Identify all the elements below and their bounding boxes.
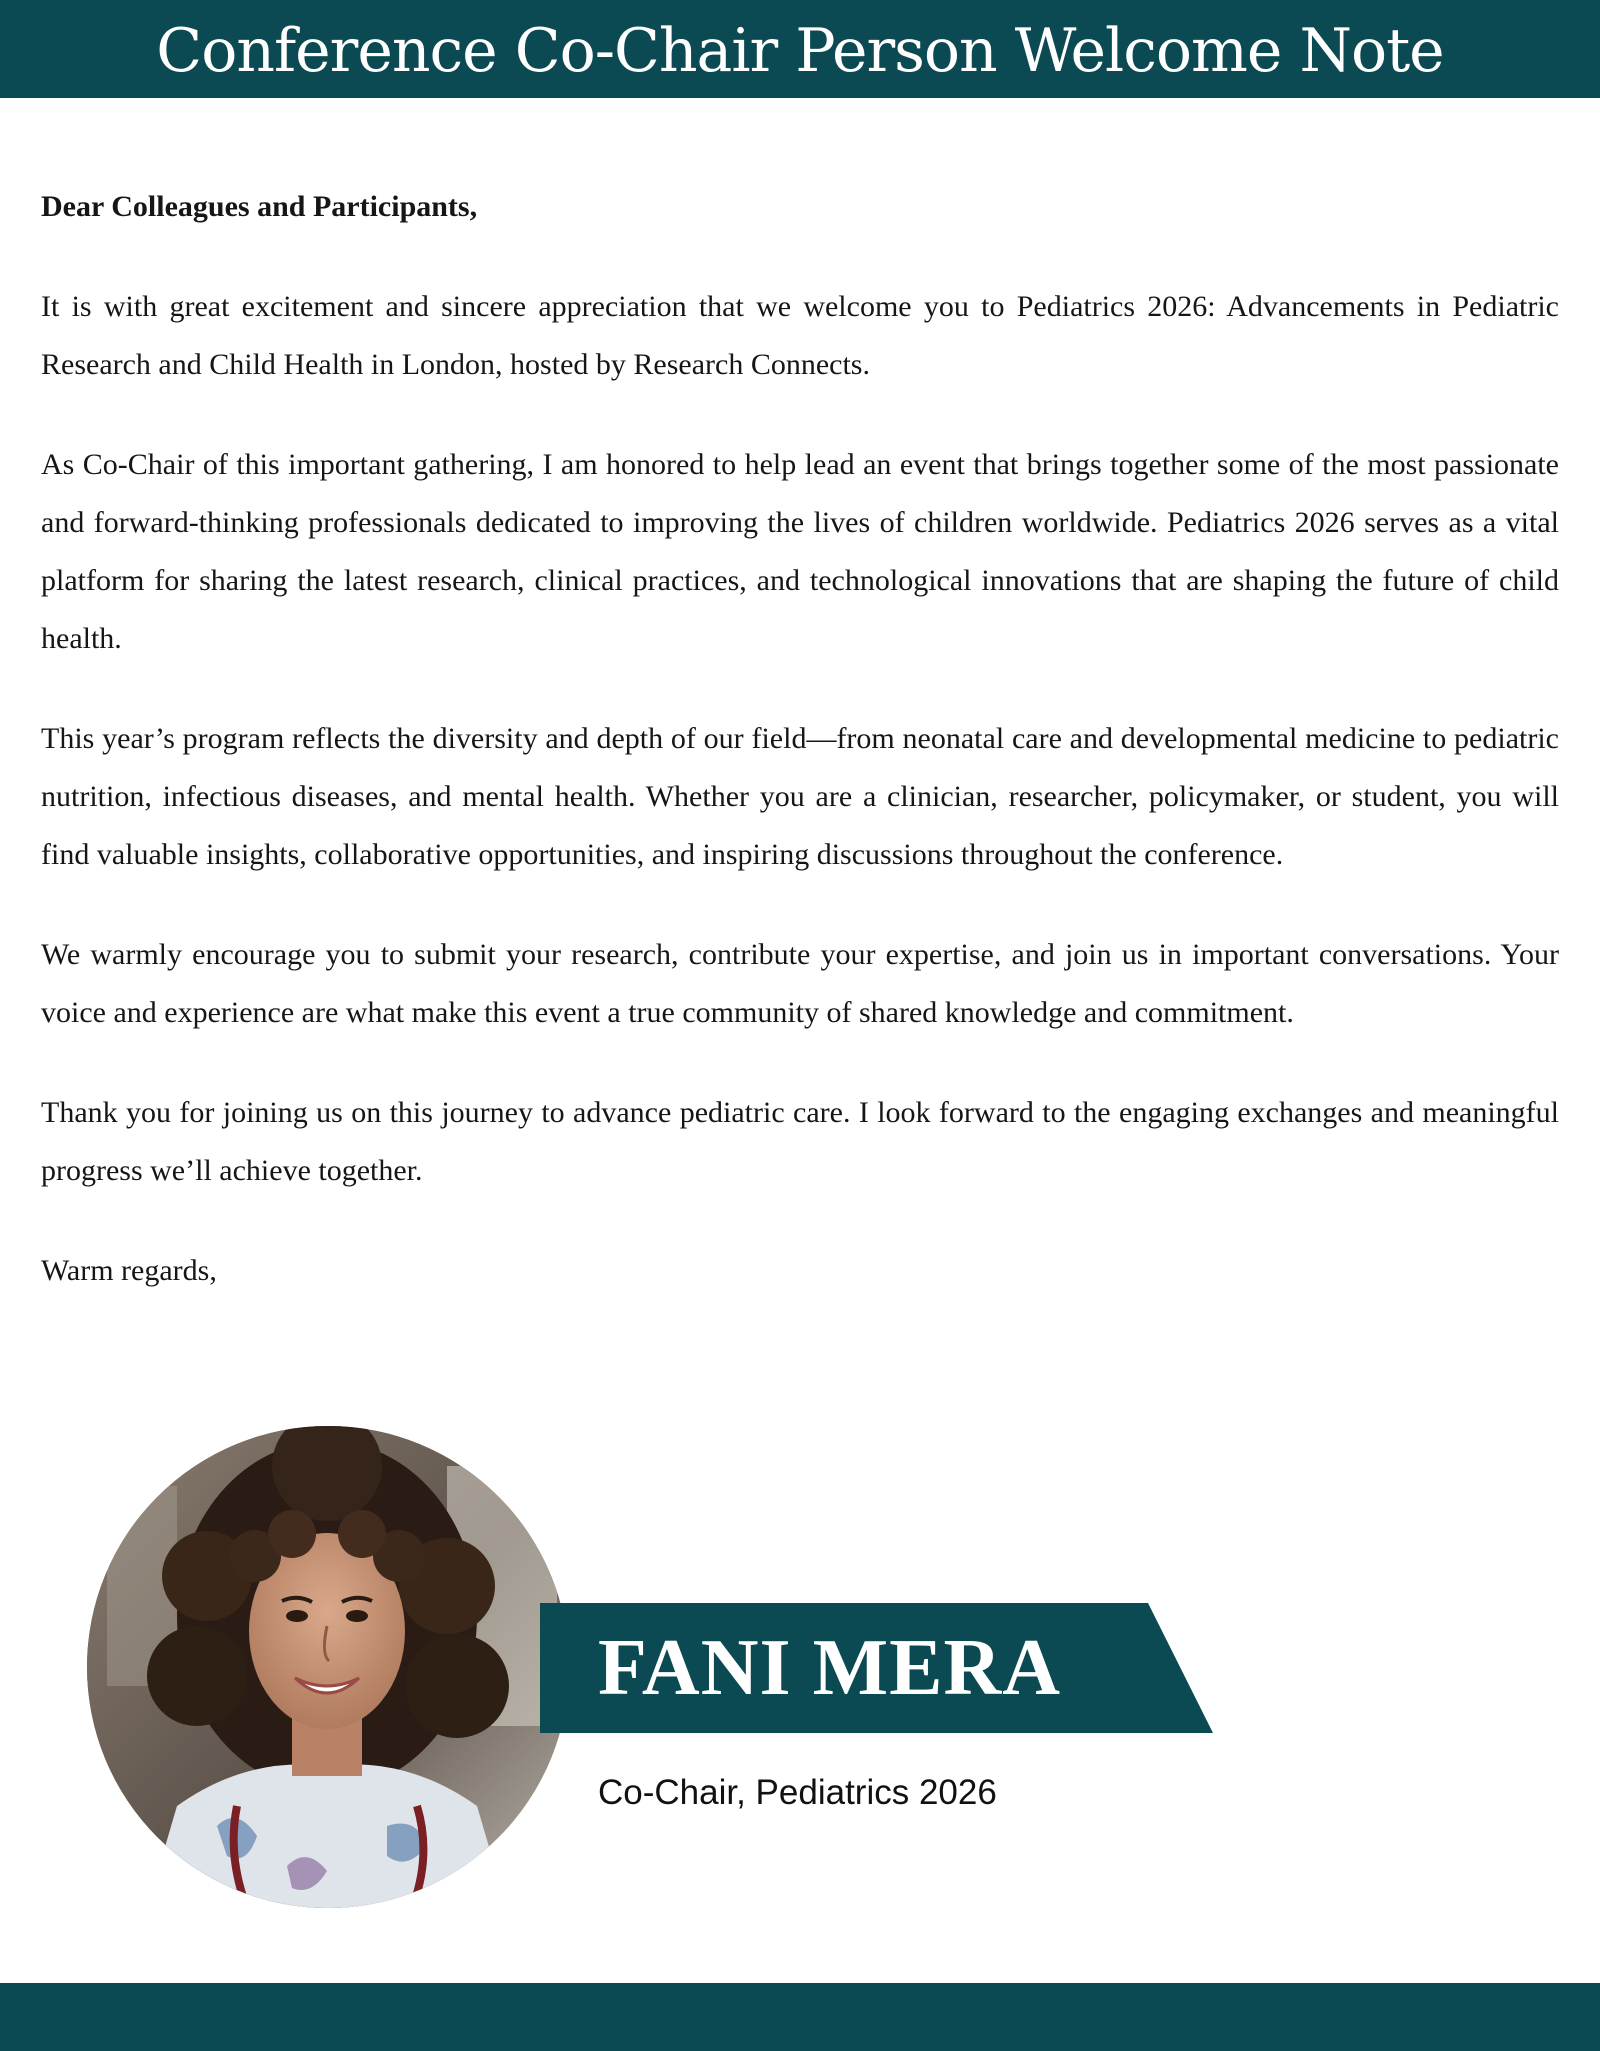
salutation: Dear Colleagues and Participants,: [41, 190, 478, 223]
letter-paragraph-2: As Co-Chair of this important gathering, I am honored to help lead an event that brings together some of the most passionate and forward-thinking professionals dedicated to improving the lives of children worldwide. Pediatrics 2026 serves as a vital platform for sharing the latest research, clinical practices, and technological innovations that are shaping the future of child health.: [41, 448, 1559, 655]
letter-paragraph-5: Thank you for joining us on this journey to advance pediatric care. I look forward to the engaging exchanges and meaningful progress we’ll achieve together.: [41, 1096, 1559, 1187]
letter-paragraph-1: It is with great excitement and sincere appreciation that we welcome you to Pediatrics 2026: Advancements in Pediatric Research and Child Health in London, hosted by Research Connects.: [41, 290, 1559, 381]
closing: Warm regards,: [41, 1254, 217, 1287]
footer-bar: [0, 1983, 1600, 2051]
signatory-name: FANI MERA: [598, 1624, 1062, 1712]
page-title: Conference Co-Chair Person Welcome Note: [156, 16, 1444, 86]
letter-paragraph-4: We warmly encourage you to submit your research, contribute your expertise, and join us in important conversations. Your voice and experience are what make this event a true community of shared knowledge and commitment.: [41, 938, 1559, 1029]
co-chair-portrait: [87, 1426, 569, 1908]
signatory-role: Co-Chair, Pediatrics 2026: [598, 1773, 997, 1812]
welcome-letter: [41, 178, 1559, 1300]
header-banner: [0, 0, 1600, 98]
portrait-illustration: [87, 1426, 569, 1908]
letter-paragraph-3: This year’s program reflects the diversity and depth of our field—from neonatal care and developmental medicine to pediatric nutrition, infectious diseases, and mental health. Whether you are a clinician, researcher, policymaker, or student, you will find valuable insights, collaborative opportunities, and inspiring discussions throughout the conference.: [41, 722, 1559, 871]
